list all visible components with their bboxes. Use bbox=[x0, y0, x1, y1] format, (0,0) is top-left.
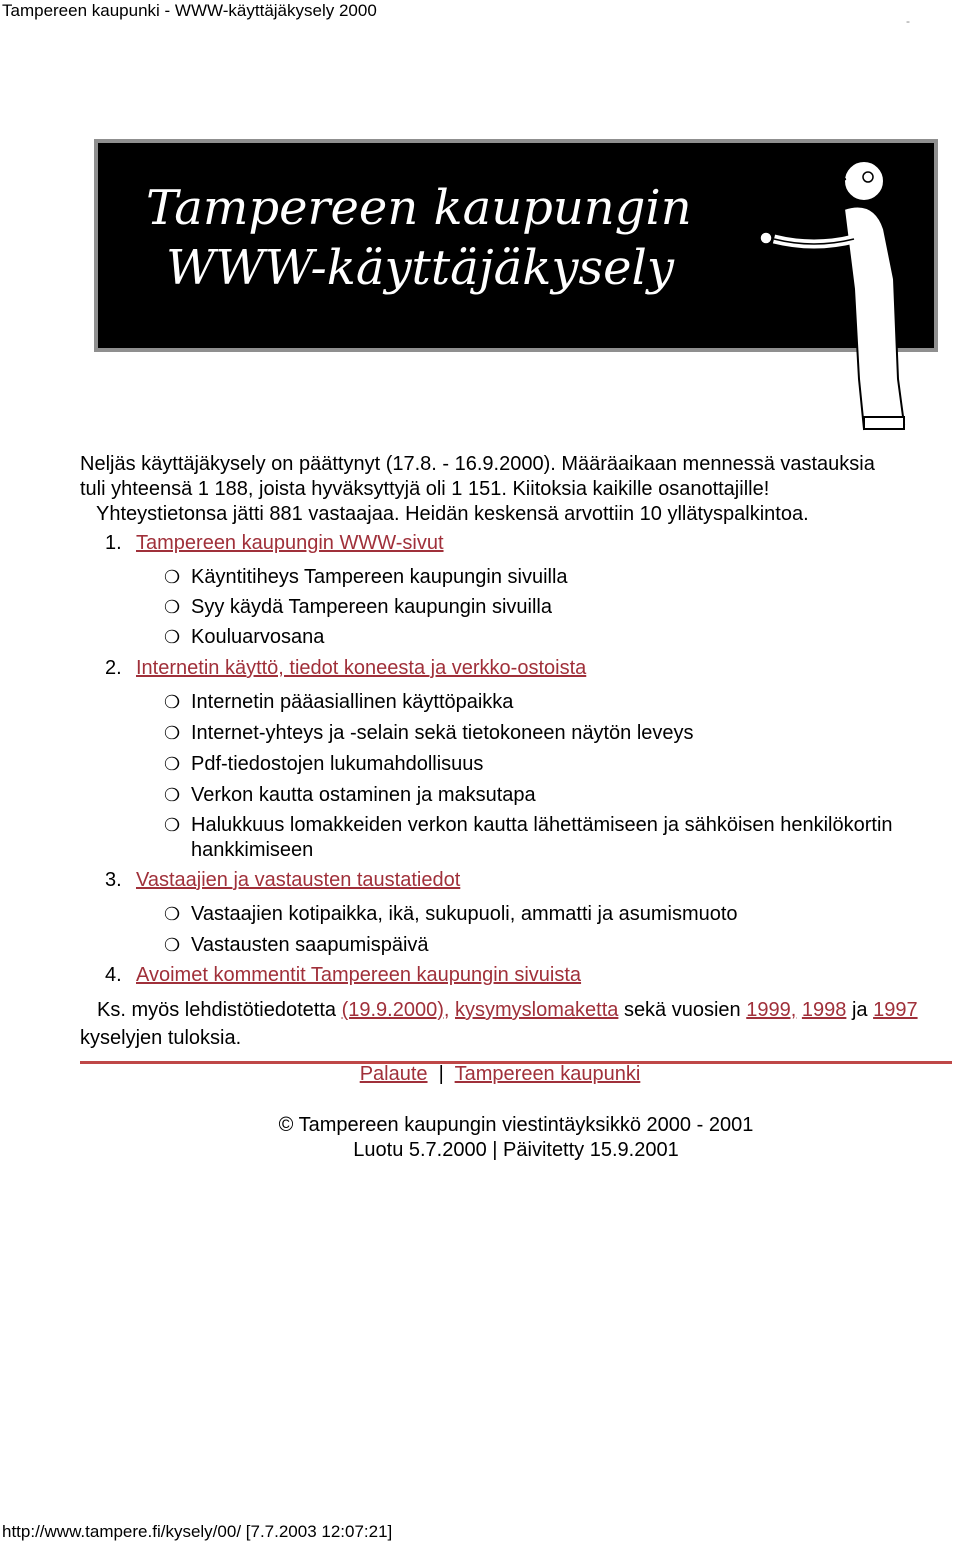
section-item: Vastausten saapumispäivä bbox=[191, 934, 429, 956]
section-number: 3. bbox=[105, 869, 122, 891]
section-item: Internet-yhteys ja -selain sekä tietokoneen näytön leveys bbox=[191, 722, 694, 744]
see-also-paragraph bbox=[80, 996, 940, 1052]
section-link-1[interactable]: Tampereen kaupungin WWW-sivut bbox=[136, 532, 444, 554]
see-also-middle: sekä vuosien bbox=[623, 999, 741, 1021]
see-also-suffix: kyselyjen tuloksia. bbox=[80, 1027, 242, 1049]
see-also-and: ja bbox=[851, 999, 868, 1021]
section-item: Kouluarvosana bbox=[191, 626, 325, 648]
intro-line-3: Yhteystietonsa jätti 881 vastaajaa. Heidän keskensä arvottiin 10 yllätyspalkintoa. bbox=[96, 503, 809, 525]
section-item: Internetin pääasiallinen käyttöpaikka bbox=[191, 691, 514, 713]
section-link-3[interactable]: Vastaajien ja vastausten taustatiedot bbox=[136, 869, 461, 891]
section-item: Halukkuus lomakkeiden verkon kautta lähettämiseen ja sähköisen henkilökortin hankkimiseen bbox=[191, 814, 893, 861]
intro-line-1: Neljäs käyttäjäkysely on päättynyt (17.8. - 16.9.2000). Määräaikaan mennessä vastauksia bbox=[80, 453, 875, 475]
intro-line-2: tuli yhteensä 1 188, joista hyväksyttyjä oli 1 151. Kiitoksia kaikille osanottajille! bbox=[80, 478, 770, 500]
bullet-icon: ❍ bbox=[164, 692, 181, 712]
see-also-prefix: Ks. myös lehdistötiedotetta bbox=[97, 999, 337, 1021]
bullet-icon: ❍ bbox=[164, 597, 181, 617]
copyright-block bbox=[0, 1113, 960, 1163]
section-number: 2. bbox=[105, 657, 122, 679]
bullet-icon: ❍ bbox=[164, 754, 181, 774]
footer-nav bbox=[0, 1061, 960, 1087]
city-home-link[interactable]: Tampereen kaupunki bbox=[454, 1063, 641, 1085]
banner-line2: WWW-käyttäjäkysely bbox=[166, 240, 674, 296]
footer-separator: | bbox=[438, 1063, 444, 1085]
section-item: Vastaajien kotipaikka, ikä, sukupuoli, ammatti ja asumismuoto bbox=[191, 903, 738, 925]
page-url-footer: http://www.tampere.fi/kysely/00/ [7.7.2003 12:07:21] bbox=[2, 1522, 393, 1541]
year-1997-link[interactable]: 1997 bbox=[873, 999, 918, 1021]
created-updated-dates: Luotu 5.7.2000 | Päivitetty 15.9.2001 bbox=[353, 1139, 679, 1161]
bullet-icon: ❍ bbox=[164, 723, 181, 743]
bullet-icon: ❍ bbox=[164, 567, 181, 587]
bullet-icon: ❍ bbox=[164, 935, 181, 955]
section-link-4[interactable]: Avoimet kommentit Tampereen kaupungin sivuista bbox=[136, 964, 582, 986]
section-item: Verkon kautta ostaminen ja maksutapa bbox=[191, 784, 536, 806]
section-item: Pdf-tiedostojen lukumahdollisuus bbox=[191, 753, 484, 775]
press-release-link[interactable]: (19.9.2000), bbox=[341, 999, 450, 1021]
section-number: 1. bbox=[105, 532, 122, 554]
corner-mark: - bbox=[906, 14, 910, 28]
section-item: Syy käydä Tampereen kaupungin sivuilla bbox=[191, 596, 552, 618]
year-1998-link[interactable]: 1998 bbox=[801, 999, 847, 1021]
survey-banner bbox=[94, 139, 938, 439]
section-item: Käyntitiheys Tampereen kaupungin sivuilla bbox=[191, 566, 568, 588]
intro-text bbox=[80, 452, 940, 527]
bullet-icon: ❍ bbox=[164, 627, 181, 647]
bullet-icon: ❍ bbox=[164, 904, 181, 924]
year-1999-link[interactable]: 1999, bbox=[746, 999, 797, 1021]
section-number: 4. bbox=[105, 964, 122, 986]
feedback-link[interactable]: Palaute bbox=[359, 1063, 428, 1085]
section-link-2[interactable]: Internetin käyttö, tiedot koneesta ja verkko-ostoista bbox=[136, 657, 587, 679]
copyright-text: © Tampereen kaupungin viestintäyksikkö 2000 - 2001 bbox=[278, 1114, 754, 1136]
banner-line1: Tampereen kaupungin bbox=[146, 180, 692, 236]
bullet-icon: ❍ bbox=[164, 815, 181, 835]
questionnaire-link[interactable]: kysymyslomaketta bbox=[455, 999, 619, 1021]
page-header-title: Tampereen kaupunki - WWW-käyttäjäkysely 2000 bbox=[2, 1, 377, 20]
bullet-icon: ❍ bbox=[164, 785, 181, 805]
